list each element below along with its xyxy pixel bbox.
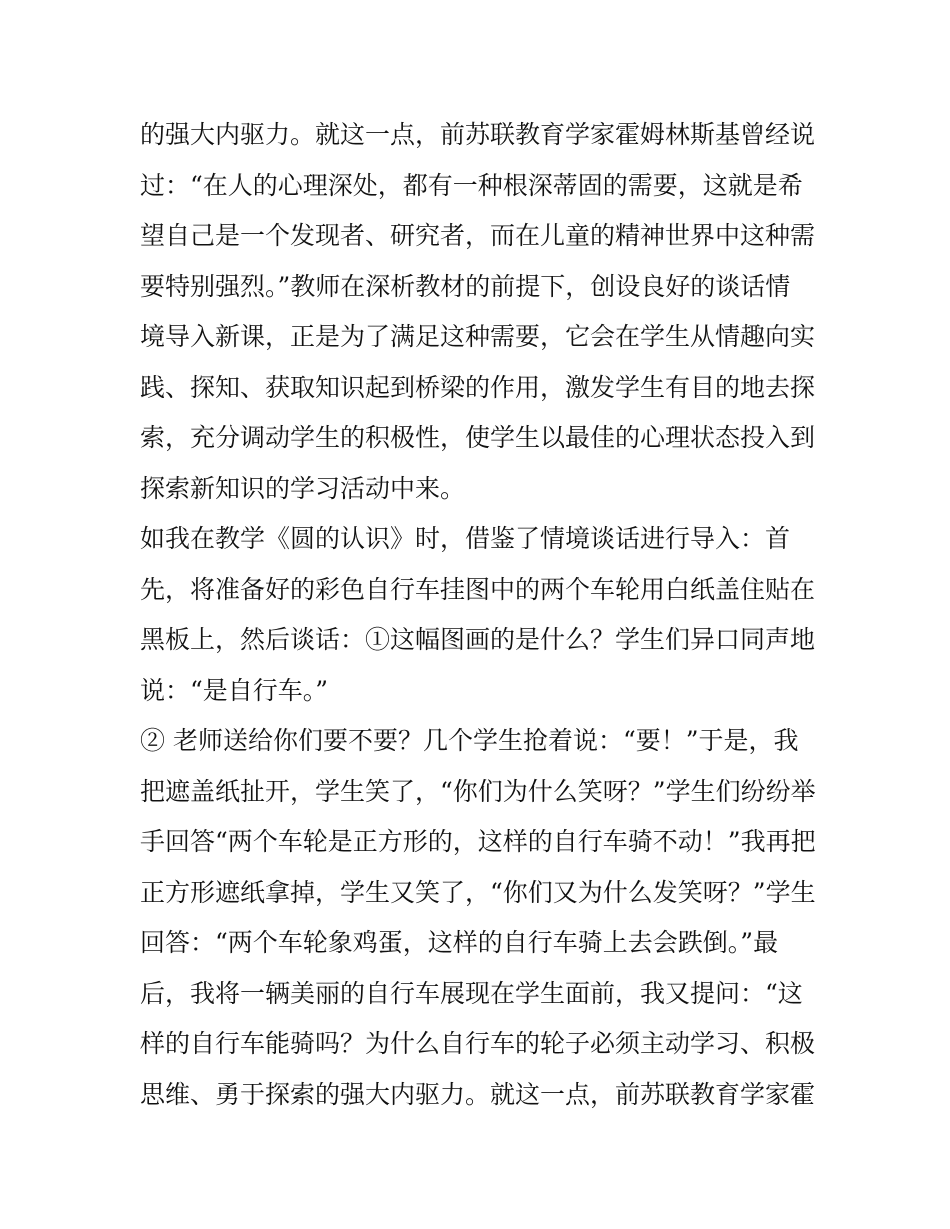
text-line-4: 要特别强烈。”教师在深析教材的前提下，创设良好的谈话情 xyxy=(140,271,791,301)
text-line-8: 探索新知识的学习活动中来。 xyxy=(140,473,466,503)
text-line-1: 的强大内驱力。就这一点，前苏联教育学家霍姆林斯基曾经说 xyxy=(140,120,816,149)
body-text xyxy=(140,110,820,1120)
text-line-20: 思维、勇于探索的强大内驱力。就这一点，前苏联教育学家霍 xyxy=(140,1079,816,1109)
text-line-18: 后，我将一辆美丽的自行车展现在学生面前，我又提问：“这 xyxy=(140,978,803,1008)
text-line-15: 手回答“两个车轮是正方形的，这样的自行车骑不动！”我再把 xyxy=(140,827,816,856)
text-line-12: 说：“是自行车。” xyxy=(140,675,329,705)
text-line-13: ② 老师送给你们要不要？几个学生抢着说：“要！”于是，我 xyxy=(140,726,799,755)
text-line-11: 黑板上，然后谈话：①这幅图画的是什么？学生们异口同声地 xyxy=(140,625,816,654)
text-line-14: 把遮盖纸扯开，学生笑了，“你们为什么笑呀？”学生们纷纷举 xyxy=(140,776,816,806)
text-line-9: 如我在教学《圆的认识》时，借鉴了情境谈话进行导入：首 xyxy=(140,524,791,553)
text-line-7: 索，充分调动学生的积极性，使学生以最佳的心理状态投入到 xyxy=(140,423,816,452)
text-line-5: 境导入新课，正是为了满足这种需要，它会在学生从情趣向实 xyxy=(140,322,816,351)
text-line-2: 过：“在人的心理深处，都有一种根深蒂固的需要，这就是希 xyxy=(140,170,803,200)
text-line-10: 先，将准备好的彩色自行车挂图中的两个车轮用白纸盖住贴在 xyxy=(140,574,816,604)
text-line-17: 回答：“两个车轮象鸡蛋，这样的自行车骑上去会跌倒。”最 xyxy=(140,928,779,957)
text-line-3: 望自己是一个发现者、研究者，而在儿童的精神世界中这种需 xyxy=(140,221,816,250)
text-line-16: 正方形遮纸拿掉，学生又笑了，“你们又为什么发笑呀？”学生 xyxy=(140,877,816,907)
text-line-19: 样的自行车能骑吗？为什么自行车的轮子必须主动学习、积极 xyxy=(140,1029,816,1058)
text-line-6: 践、探知、获取知识起到桥梁的作用，激发学生有目的地去探 xyxy=(140,372,816,402)
